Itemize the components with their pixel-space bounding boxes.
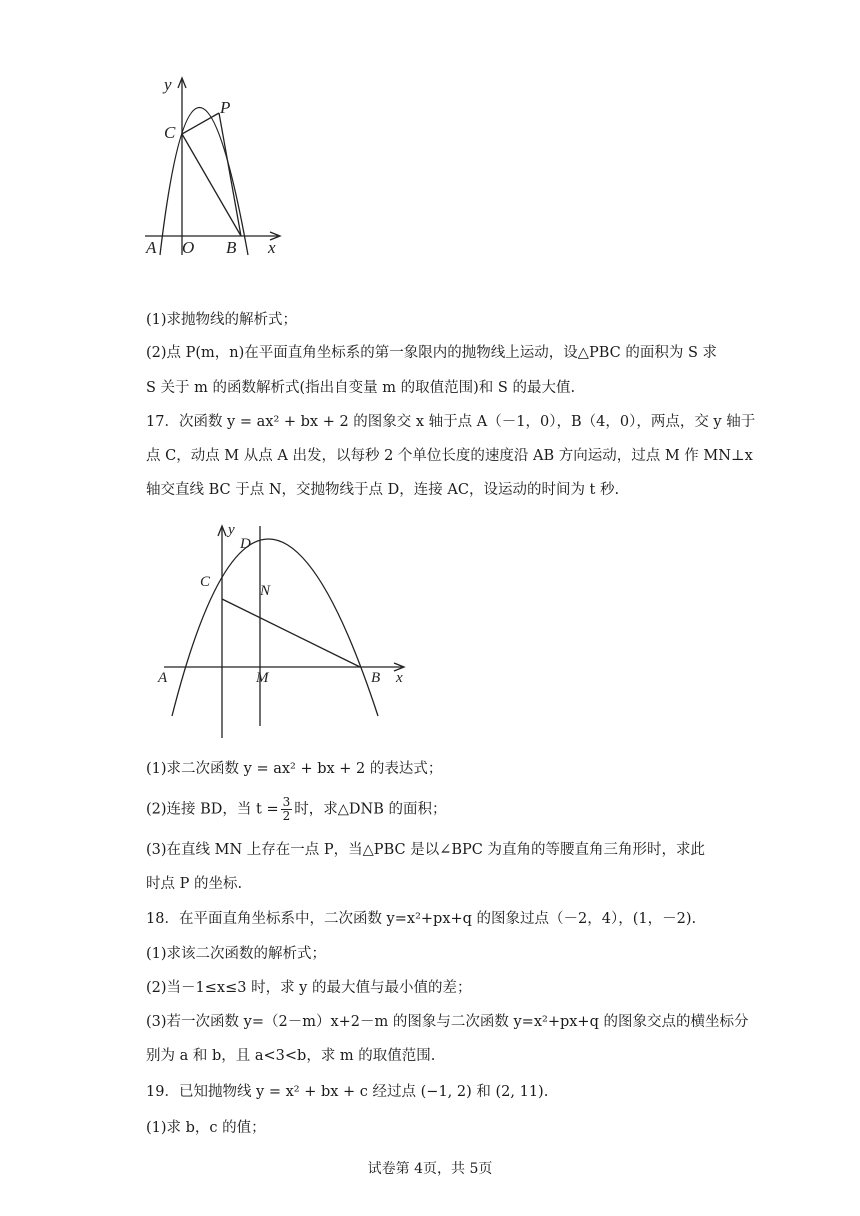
fraction-denominator: 2 (282, 809, 291, 823)
segment-cp (182, 113, 219, 134)
q17-part2-before: (2)连接 BD，当 t = (146, 801, 279, 818)
q18-part2: (2)当－1≤x≤3 时，求 y 的最大值与最小值的差； (146, 980, 472, 996)
q17-part3-line2: 时点 P 的坐标. (146, 876, 243, 892)
label-m: M (256, 670, 269, 686)
label-b: B (226, 238, 237, 257)
q17-stem-line2: 点 C，动点 M 从点 A 出发，以每秒 2 个单位长度的速度沿 AB 方向运动，过点 M 作 MN⊥x (146, 448, 753, 464)
fraction-three-halves (281, 796, 293, 823)
q18-part1: (1)求该二次函数的解析式； (146, 946, 327, 962)
q16-part2-line1: (2)点 P(m，n)在平面直角坐标系的第一象限内的抛物线上运动，设△PBC 的面积为 S 求 (146, 345, 717, 361)
label-c: C (200, 574, 211, 590)
label-d: D (240, 536, 251, 552)
q17-part2-after: 时，求△DNB 的面积； (294, 801, 447, 818)
page-footer: 试卷第 4页，共 5页 (367, 1161, 493, 1177)
q17-stem-line3: 轴交直线 BC 于点 N，交抛物线于点 D，连接 AC，设运动的时间为 t 秒. (146, 482, 620, 498)
q19-stem: 19．已知抛物线 y = x² + bx + c 经过点 (−1, 2) 和 (2, 11). (146, 1084, 549, 1100)
q17-part1: (1)求二次函数 y = ax² + bx + 2 的表达式； (146, 761, 443, 777)
label-p: P (220, 98, 231, 117)
label-y: y (228, 522, 235, 538)
label-n: N (260, 583, 271, 599)
q17-stem-line1: 17．次函数 y = ax² + bx + 2 的图象交 x 轴于点 A（－1，0），B（4，0），两点，交 y 轴于 (146, 414, 756, 430)
label-y: y (164, 75, 172, 94)
q17-part3-line1: (3)在直线 MN 上存在一点 P，当△PBC 是以∠BPC 为直角的等腰直角三角形时，求此 (146, 842, 705, 858)
figure-parabola-mn (152, 520, 414, 742)
parabola-curve (172, 539, 381, 716)
label-x: x (396, 670, 403, 686)
q16-part1: (1)求抛物线的解析式； (146, 312, 298, 328)
q18-part3-line1: (3)若一次函数 y=（2－m）x+2－m 的图象与二次函数 y=x²+px+q 的图象交点的横坐标分 (146, 1014, 749, 1030)
label-x: x (268, 238, 276, 257)
figure-parabola-pbc (140, 70, 290, 260)
q18-part3-line2: 别为 a 和 b，且 a<3<b，求 m 的取值范围. (146, 1048, 436, 1064)
q16-part2-line2: S 关于 m 的函数解析式(指出自变量 m 的取值范围)和 S 的最大值. (146, 380, 576, 396)
label-a: A (158, 670, 168, 686)
fraction-numerator: 3 (282, 795, 291, 809)
label-o: O (182, 238, 195, 257)
label-a: A (146, 238, 157, 257)
q17-part2 (146, 796, 447, 823)
q18-stem: 18．在平面直角坐标系中，二次函数 y=x²+px+q 的图象过点（－2，4），(1，－2). (146, 911, 697, 927)
q19-part1: (1)求 b，c 的值； (146, 1120, 266, 1136)
segment-cb (222, 599, 360, 667)
label-c: C (164, 123, 176, 142)
label-b: B (371, 670, 381, 686)
